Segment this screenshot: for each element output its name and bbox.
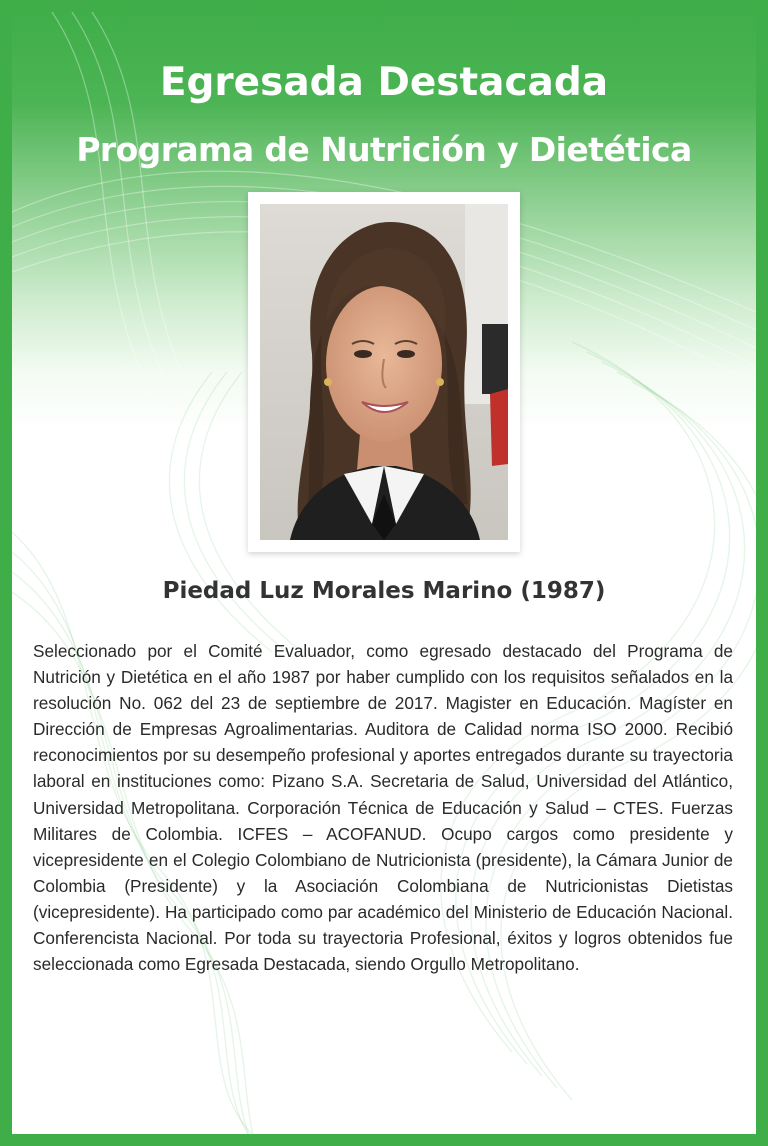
page-title: Egresada Destacada: [159, 60, 609, 105]
portrait-photo: [260, 204, 508, 540]
program-subtitle: Programa de Nutrición y Dietética: [76, 130, 692, 169]
graduate-bio: Seleccionado por el Comité Evaluador, como egresado destacado del Programa de Nutrición y Dietética en el año 1987 por haber cumplido con los requisitos señalados en la resolución No. 062 del 23 de septiembre de 2017. Magister en Educación. Magíster en Dirección de Empresas Agroalimentarias. Auditora de Calidad norma ISO 2000. Recibió reconocimientos por su desempeño profesional y aportes entregados durante su trayectoria laboral en instituciones como: Pizano S.A. Secretaria de Salud, Universidad del Atlántico, Universidad Metropolitana. Corporación Técnica de Educación y Salud – CTES. Fuerzas Militares de Colombia. ICFES – ACOFANUD. Ocupo cargos como presidente y vicepresidente en el Colegio Colombiano de Nutricionista (presidente), la Cámara Junior de Colombia (Presidente) y la Asociación Colombiana de Nutricionistas Dietistas (vicepresidente). Ha participado como par académico del Ministerio de Educación Nacional. Conferencista Nacional. Por toda su trayectoria Profesional, éxitos y logros obtenidos fue seleccionada como Egresada Destacada, siendo Orgullo Metropolitano.: [33, 641, 733, 975]
poster-panel: [12, 12, 756, 1134]
portrait-frame: [248, 192, 520, 552]
graduate-name: Piedad Luz Morales Marino (1987): [162, 578, 606, 604]
